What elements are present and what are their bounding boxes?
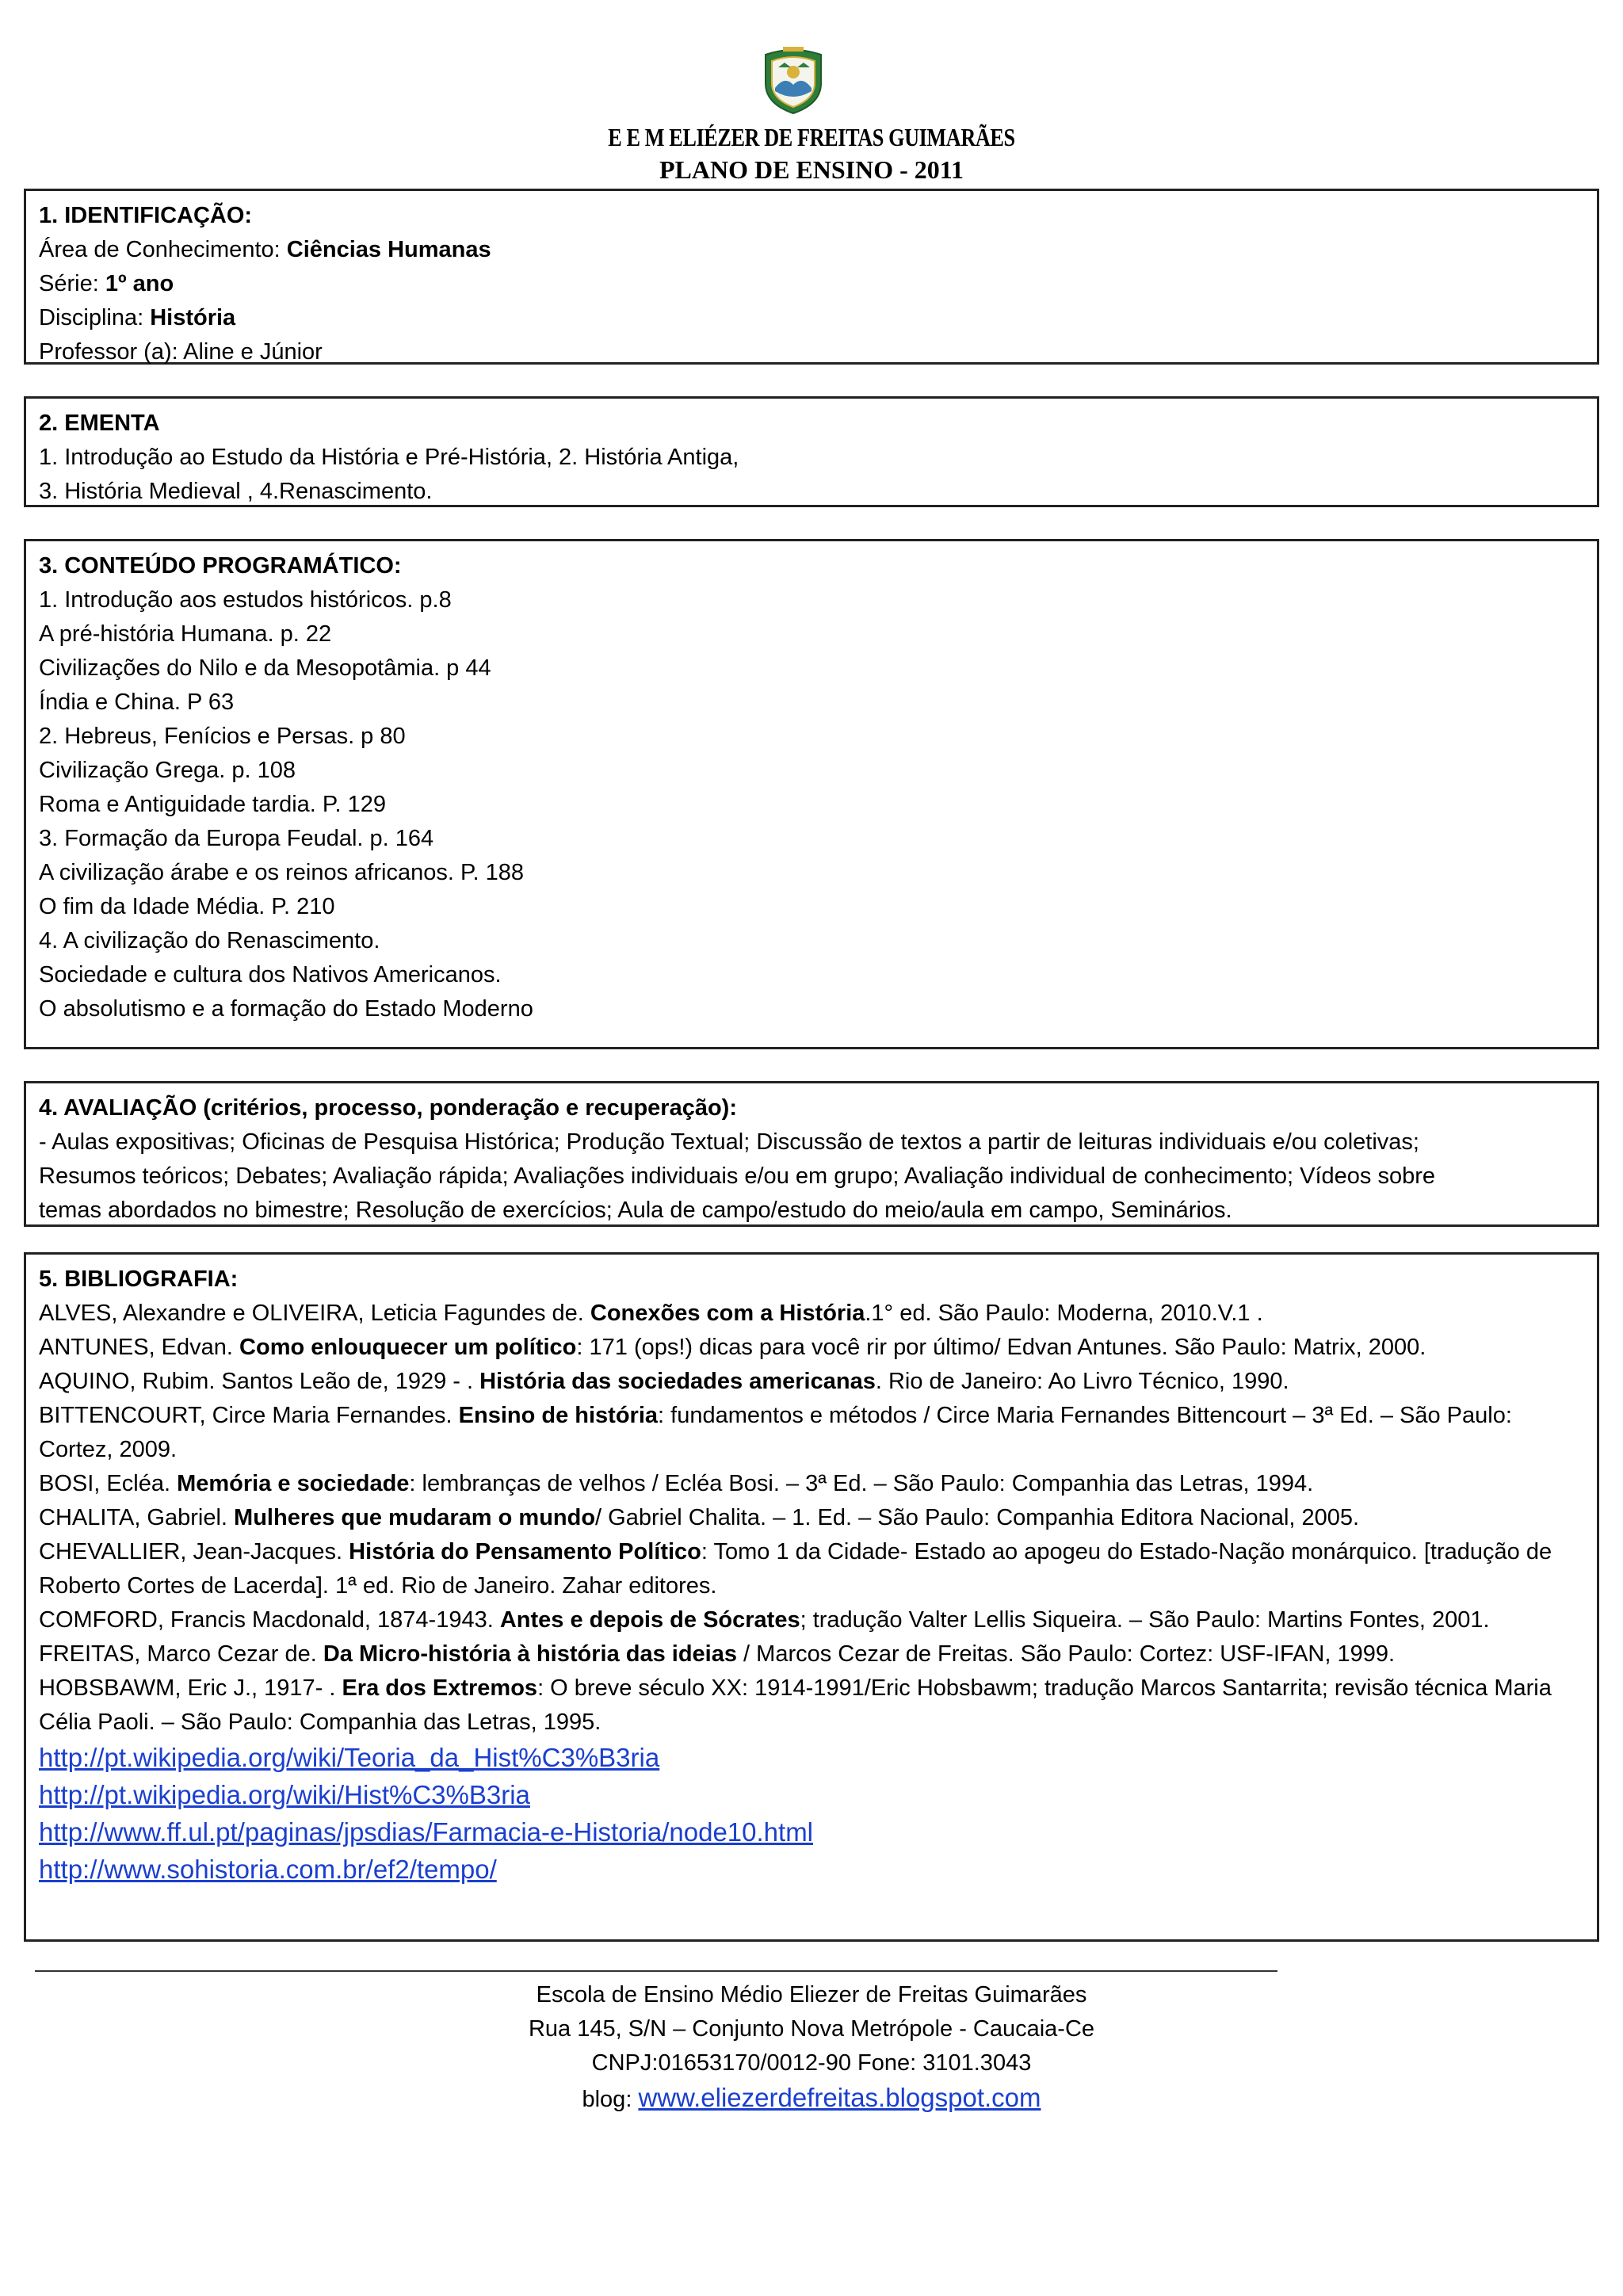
footer-blog-link[interactable]: www.eliezerdefreitas.blogspot.com	[638, 2083, 1041, 2112]
bib-details: / Marcos Cezar de Freitas. São Paulo: Cortez: USF-IFAN, 1999.	[737, 1641, 1396, 1667]
bib-title: Mulheres que mudaram o mundo	[234, 1505, 596, 1530]
bib-entry	[39, 1535, 1584, 1603]
avaliacao-heading: 4. AVALIAÇÃO (critérios, processo, ponderação e recuperação):	[39, 1095, 737, 1121]
conteudo-item: Civilizações do Nilo e da Mesopotâmia. p 44	[39, 655, 491, 681]
bib-title: Antes e depois de Sócrates	[499, 1607, 800, 1633]
serie-label: Série:	[39, 271, 105, 296]
ementa-line: 1. Introdução ao Estudo da História e Pré-História, 2. História Antiga,	[39, 445, 739, 470]
avaliacao-section	[24, 1081, 1599, 1227]
bibliografia-heading: 5. BIBLIOGRAFIA:	[39, 1266, 239, 1292]
bib-entry	[39, 1501, 1584, 1535]
conteudo-item: Sociedade e cultura dos Nativos Americanos.	[39, 962, 502, 988]
conteudo-item: Roma e Antiguidade tardia. P. 129	[39, 792, 387, 817]
ementa-line: 3. História Medieval , 4.Renascimento.	[39, 479, 433, 504]
conteudo-item: 4. A civilização do Renascimento.	[39, 928, 380, 953]
bib-entry	[39, 1399, 1584, 1467]
bib-author: BITTENCOURT, Circe Maria Fernandes.	[39, 1403, 459, 1428]
bib-title: Conexões com a História	[590, 1301, 865, 1326]
bib-details: .1° ed. São Paulo: Moderna, 2010.V.1 .	[865, 1301, 1263, 1326]
footer	[0, 1978, 1623, 2117]
bib-entry	[39, 1671, 1584, 1740]
bib-title: Ensino de história	[458, 1403, 659, 1428]
conteudo-item: Índia e China. P 63	[39, 690, 235, 715]
bib-title: Como enlouquecer um político	[239, 1335, 577, 1360]
school-name: E E M ELIÉZER DE FREITAS GUIMARÃES	[608, 123, 1015, 151]
bib-entry	[39, 1331, 1584, 1365]
conteudo-item: 2. Hebreus, Fenícios e Persas. p 80	[39, 724, 406, 749]
serie-value: 1º ano	[105, 271, 174, 296]
conteudo-heading: 3. CONTEÚDO PROGRAMÁTICO:	[39, 553, 402, 579]
bib-author: CHALITA, Gabriel.	[39, 1505, 235, 1530]
identificacao-heading: 1. IDENTIFICAÇÃO:	[39, 203, 253, 228]
bib-author: AQUINO, Rubim. Santos Leão de, 1929 - .	[39, 1369, 480, 1394]
area-value: Ciências Humanas	[286, 237, 491, 262]
bib-entry	[39, 1637, 1584, 1671]
bib-details: ; tradução Valter Lellis Siqueira. – São Paulo: Martins Fontes, 2001.	[800, 1607, 1490, 1633]
bib-details: : Tomo 1 da Cidade- Estado ao apogeu do Estado-Nação monárquico. [tradução de Roberto Cortes de Lacerda]. 1ª ed. Rio de Janeiro. Zahar editores.	[39, 1539, 1552, 1599]
professor-value: Aline e Júnior	[183, 339, 323, 365]
ementa-section	[24, 396, 1599, 507]
footer-blog-label: blog:	[582, 2087, 639, 2112]
footer-school-name: Escola de Ensino Médio Eliezer de Freitas Guimarães	[536, 1982, 1087, 2008]
conteudo-item: A pré-história Humana. p. 22	[39, 621, 332, 647]
disciplina-value: História	[150, 305, 236, 330]
footer-address: Rua 145, S/N – Conjunto Nova Metrópole - Caucaia-Ce	[528, 2016, 1095, 2042]
bib-link-farmacia-historia[interactable]: http://www.ff.ul.pt/paginas/jpsdias/Farmacia-e-Historia/node10.html	[39, 1817, 814, 1847]
bib-title: História do Pensamento Político	[349, 1539, 701, 1564]
bib-details: . Rio de Janeiro: Ao Livro Técnico, 1990.	[875, 1369, 1289, 1394]
disciplina-row	[39, 301, 1584, 335]
bib-details: : fundamentos e métodos / Circe Maria Fernandes Bittencourt – 3ª Ed. – São Paulo: Cortez, 2009.	[39, 1403, 1512, 1462]
bib-author: ALVES, Alexandre e OLIVEIRA, Leticia Fagundes de.	[39, 1301, 590, 1326]
bib-details: / Gabriel Chalita. – 1. Ed. – São Paulo: Companhia Editora Nacional, 2005.	[595, 1505, 1360, 1530]
identificacao-section	[24, 189, 1599, 365]
professor-row	[39, 335, 1584, 369]
bib-details: : lembranças de velhos / Ecléa Bosi. – 3ª Ed. – São Paulo: Companhia das Letras, 1994.	[409, 1471, 1314, 1496]
avaliacao-line: - Aulas expositivas; Oficinas de Pesquisa Histórica; Produção Textual; Discussão de textos a partir de leituras individuais e/ou coletivas;	[39, 1129, 1419, 1155]
serie-row	[39, 267, 1584, 301]
disciplina-label: Disciplina:	[39, 305, 151, 330]
bib-entry	[39, 1365, 1584, 1399]
area-row	[39, 233, 1584, 267]
bib-link-teoria-historia[interactable]: http://pt.wikipedia.org/wiki/Teoria_da_Hist%C3%B3ria	[39, 1743, 660, 1772]
bib-details: : O breve século XX: 1914-1991/Eric Hobsbawm; tradução Marcos Santarrita; revisão técnica Maria Célia Paoli. – São Paulo: Companhia das Letras, 1995.	[39, 1675, 1552, 1735]
ementa-heading: 2. EMENTA	[39, 411, 160, 436]
bib-title: Da Micro-história à história das ideias	[323, 1641, 737, 1667]
bib-entry	[39, 1467, 1584, 1501]
conteudo-item: O fim da Idade Média. P. 210	[39, 894, 335, 919]
area-label: Área de Conhecimento:	[39, 237, 287, 262]
bib-link-historia[interactable]: http://pt.wikipedia.org/wiki/Hist%C3%B3ria	[39, 1780, 530, 1809]
bib-link-sohistoria[interactable]: http://www.sohistoria.com.br/ef2/tempo/	[39, 1855, 497, 1884]
conteudo-item: 3. Formação da Europa Feudal. p. 164	[39, 826, 434, 851]
bib-author: ANTUNES, Edvan.	[39, 1335, 240, 1360]
bib-title: Era dos Extremos	[342, 1675, 538, 1701]
bib-author: CHEVALLIER, Jean-Jacques.	[39, 1539, 349, 1564]
bib-details: : 171 (ops!) dicas para você rir por último/ Edvan Antunes. São Paulo: Matrix, 2000.	[576, 1335, 1426, 1360]
conteudo-item: A civilização árabe e os reinos africanos. P. 188	[39, 860, 525, 885]
state-crest-icon	[761, 44, 826, 115]
conteudo-item: Civilização Grega. p. 108	[39, 758, 296, 783]
bib-author: BOSI, Ecléa.	[39, 1471, 178, 1496]
bib-title: Memória e sociedade	[177, 1471, 410, 1496]
avaliacao-line: Resumos teóricos; Debates; Avaliação rápida; Avaliações individuais e/ou em grupo; Avaliação individual de conhecimento; Vídeos sobre	[39, 1163, 1436, 1189]
conteudo-item: O absolutismo e a formação do Estado Moderno	[39, 996, 533, 1022]
footer-blog-row	[0, 2080, 1623, 2117]
footer-cnpj-phone: CNPJ:01653170/0012-90 Fone: 3101.3043	[591, 2050, 1032, 2076]
bib-author: FREITAS, Marco Cezar de.	[39, 1641, 323, 1667]
bib-title: História das sociedades americanas	[479, 1369, 876, 1394]
professor-label: Professor (a):	[39, 339, 184, 365]
bib-entry	[39, 1297, 1584, 1331]
bibliografia-section	[24, 1252, 1599, 1942]
bib-author: COMFORD, Francis Macdonald, 1874-1943.	[39, 1607, 500, 1633]
plan-title: PLANO DE ENSINO - 2011	[659, 155, 964, 184]
conteudo-section	[24, 539, 1599, 1049]
bib-entry	[39, 1603, 1584, 1637]
conteudo-item: 1. Introdução aos estudos históricos. p.8	[39, 587, 452, 613]
avaliacao-line: temas abordados no bimestre; Resolução de exercícios; Aula de campo/estudo do meio/aula em campo, Seminários.	[39, 1198, 1232, 1223]
bib-author: HOBSBAWM, Eric J., 1917- .	[39, 1675, 342, 1701]
footer-divider	[35, 1970, 1277, 1972]
